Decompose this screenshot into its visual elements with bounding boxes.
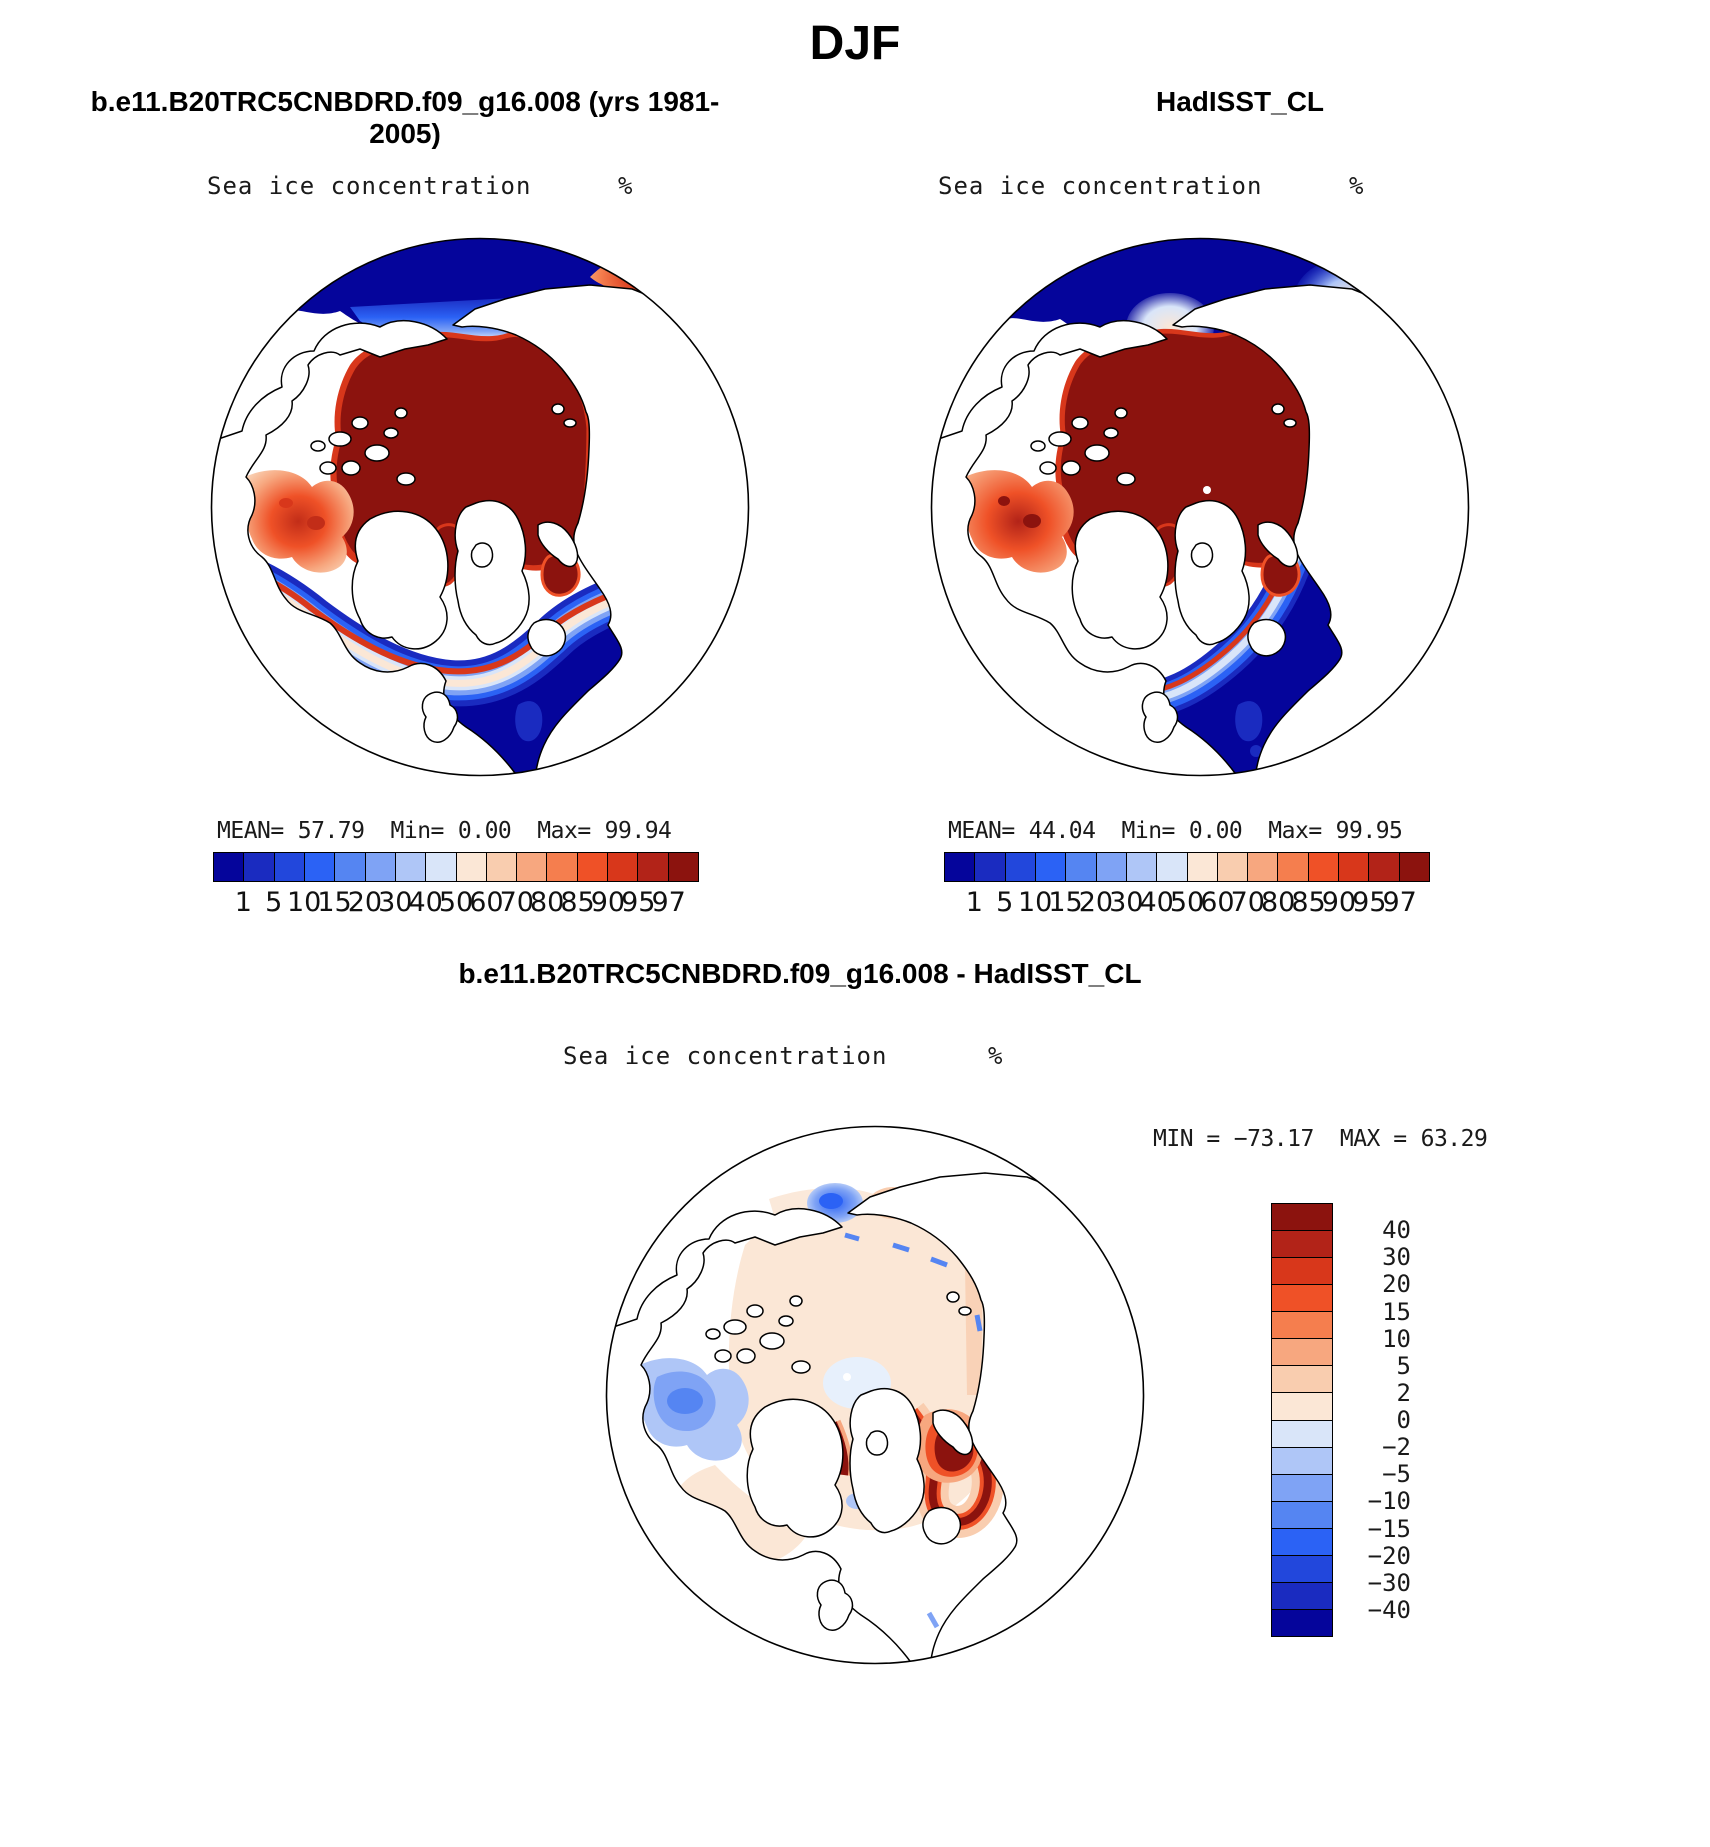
colorbar-tick-label: 20 — [1382, 1270, 1411, 1299]
obs-map — [920, 227, 1480, 787]
colorbar-tick-label: 50 — [1169, 887, 1205, 918]
model-map — [200, 227, 760, 787]
colorbar-cell — [1272, 1475, 1332, 1502]
colorbar-tick-label: 97 — [651, 887, 686, 918]
colorbar-tick-label: 95 — [1352, 887, 1387, 918]
colorbar-tick-label: 30 — [1109, 887, 1144, 918]
colorbar-cell — [1272, 1366, 1332, 1393]
colorbar-tick-label: 40 — [1382, 1216, 1411, 1245]
diff-field-label: Sea ice concentration — [563, 1042, 888, 1070]
colorbar-cell — [1369, 853, 1399, 881]
colorbar-tick-label: 90 — [590, 887, 626, 918]
colorbar-cell — [1278, 853, 1308, 881]
colorbar-cell — [1157, 853, 1187, 881]
colorbar-tick-label: 15 — [317, 887, 352, 918]
colorbar-cell — [1097, 853, 1127, 881]
page-title: DJF — [809, 17, 901, 70]
colorbar-tick-label: 20 — [1078, 887, 1114, 918]
colorbar-cell — [457, 853, 487, 881]
colorbar-tick-label: 97 — [1382, 887, 1417, 918]
colorbar-tick-label: 50 — [438, 887, 474, 918]
colorbar-tick-label: 20 — [347, 887, 383, 918]
colorbar-cell — [335, 853, 365, 881]
colorbar-cell — [638, 853, 668, 881]
colorbar-cell — [945, 853, 975, 881]
colorbar-tick-label: 10 — [1017, 887, 1053, 918]
colorbar-cell — [1272, 1339, 1332, 1366]
colorbar-tick-label: 0 — [1396, 1406, 1411, 1434]
colorbar-tick-label: −10 — [1367, 1487, 1411, 1516]
colorbar-tick-label: −40 — [1367, 1595, 1411, 1624]
colorbar-cell — [1272, 1312, 1332, 1339]
model-field-label: Sea ice concentration — [207, 172, 532, 200]
colorbar-cell — [487, 853, 517, 881]
mean-value: 57.79 — [297, 818, 365, 844]
colorbar-cell — [1272, 1285, 1332, 1312]
max-value: 99.94 — [604, 818, 672, 844]
colorbar-tick-label: 5 — [265, 887, 283, 918]
colorbar-tick-label: 15 — [1382, 1297, 1411, 1326]
colorbar-tick-label: 80 — [529, 887, 565, 918]
colorbar-cell — [396, 853, 426, 881]
colorbar-tick-label: 1 — [965, 887, 983, 918]
colorbar-tick-label: 10 — [286, 887, 322, 918]
colorbar-tick-label: 85 — [560, 887, 595, 918]
model-panel-title: b.e11.B20TRC5CNBDRD.f09_g16.008 (yrs 1981-2005) — [90, 86, 720, 149]
colorbar-cell — [1272, 1556, 1332, 1583]
colorbar-tick-label: 5 — [996, 887, 1014, 918]
colorbar-cell — [214, 853, 244, 881]
colorbar-cell — [1188, 853, 1218, 881]
colorbar-cell — [1248, 853, 1278, 881]
colorbar-cell — [1036, 853, 1066, 881]
min-value: −73.17 — [1233, 1126, 1314, 1152]
colorbar-tick-label: 80 — [1260, 887, 1296, 918]
max-label: MAX = — [1339, 1126, 1407, 1152]
colorbar-tick-label: 60 — [1200, 887, 1235, 918]
colorbar-tick-label: 60 — [469, 887, 504, 918]
diff-units-label: % — [988, 1042, 1003, 1070]
colorbar-cell — [1272, 1421, 1332, 1448]
colorbar-tick-label: 2 — [1396, 1378, 1411, 1407]
model-units-label: % — [618, 172, 633, 200]
colorbar-tick-label: 30 — [378, 887, 413, 918]
obs-colorbar — [944, 852, 1430, 918]
colorbar-tick-label: 40 — [1139, 887, 1174, 918]
colorbar-tick-label: 70 — [1230, 887, 1265, 918]
colorbar-cell — [1272, 1204, 1332, 1231]
colorbar-cell — [1339, 853, 1369, 881]
max-label: Max= — [537, 818, 591, 844]
min-value: 0.00 — [457, 818, 512, 844]
colorbar-cell — [1272, 1258, 1332, 1285]
mean-label: MEAN= — [217, 818, 284, 844]
colorbar-tick-label: 40 — [408, 887, 443, 918]
colorbar-tick-label: 70 — [499, 887, 534, 918]
obs-field-label: Sea ice concentration — [938, 172, 1263, 200]
colorbar-tick-label: 5 — [1396, 1351, 1411, 1380]
colorbar-tick-label: 95 — [621, 887, 656, 918]
colorbar-tick-label: 15 — [1048, 887, 1083, 918]
colorbar-cell — [1272, 1502, 1332, 1529]
colorbar-cell — [1272, 1583, 1332, 1610]
min-label: Min= — [390, 818, 444, 844]
mean-value: 44.04 — [1028, 818, 1096, 844]
colorbar-tick-label: 1 — [234, 887, 252, 918]
colorbar-cell — [1272, 1448, 1332, 1475]
colorbar-cell — [975, 853, 1005, 881]
colorbar-cell — [608, 853, 638, 881]
colorbar-tick-label: −5 — [1382, 1460, 1411, 1489]
min-label: MIN = — [1153, 1126, 1220, 1152]
colorbar-cell — [669, 853, 698, 881]
colorbar-cell — [1218, 853, 1248, 881]
obs-panel-title: HadISST_CL — [1155, 86, 1325, 117]
colorbar-tick-label: −2 — [1382, 1433, 1411, 1462]
colorbar-tick-label: −20 — [1367, 1541, 1411, 1570]
colorbar-cell — [275, 853, 305, 881]
colorbar-cell — [1272, 1393, 1332, 1420]
colorbar-cell — [547, 853, 577, 881]
model-colorbar — [213, 852, 699, 918]
colorbar-cell — [244, 853, 274, 881]
diff-panel-title: b.e11.B20TRC5CNBDRD.f09_g16.008 - HadISST_CL — [458, 958, 1142, 989]
colorbar-cell — [517, 853, 547, 881]
colorbar-tick-label: 85 — [1291, 887, 1326, 918]
model-stats — [217, 818, 671, 844]
obs-stats — [948, 818, 1402, 844]
colorbar-tick-label: 10 — [1382, 1324, 1411, 1353]
colorbar-tick-label: −15 — [1367, 1514, 1411, 1543]
min-label: Min= — [1121, 818, 1175, 844]
max-value: 99.95 — [1335, 818, 1403, 844]
colorbar-cell — [1400, 853, 1429, 881]
colorbar-cell — [1006, 853, 1036, 881]
colorbar-cell — [1272, 1529, 1332, 1556]
diff-colorbar — [1271, 1203, 1419, 1637]
diff-stats — [1153, 1126, 1487, 1152]
colorbar-tick-label: 30 — [1382, 1243, 1411, 1272]
colorbar-cell — [305, 853, 335, 881]
diff-map — [595, 1115, 1155, 1675]
colorbar-cell — [1127, 853, 1157, 881]
colorbar-cell — [426, 853, 456, 881]
max-value: 63.29 — [1420, 1126, 1488, 1152]
colorbar-cell — [578, 853, 608, 881]
colorbar-tick-label: 90 — [1321, 887, 1357, 918]
colorbar-tick-label: −30 — [1367, 1568, 1411, 1597]
colorbar-cell — [1272, 1231, 1332, 1258]
colorbar-cell — [366, 853, 396, 881]
obs-units-label: % — [1349, 172, 1364, 200]
colorbar-cell — [1309, 853, 1339, 881]
colorbar-cell — [1272, 1610, 1332, 1636]
min-value: 0.00 — [1188, 818, 1243, 844]
mean-label: MEAN= — [948, 818, 1015, 844]
max-label: Max= — [1268, 818, 1322, 844]
colorbar-cell — [1066, 853, 1096, 881]
